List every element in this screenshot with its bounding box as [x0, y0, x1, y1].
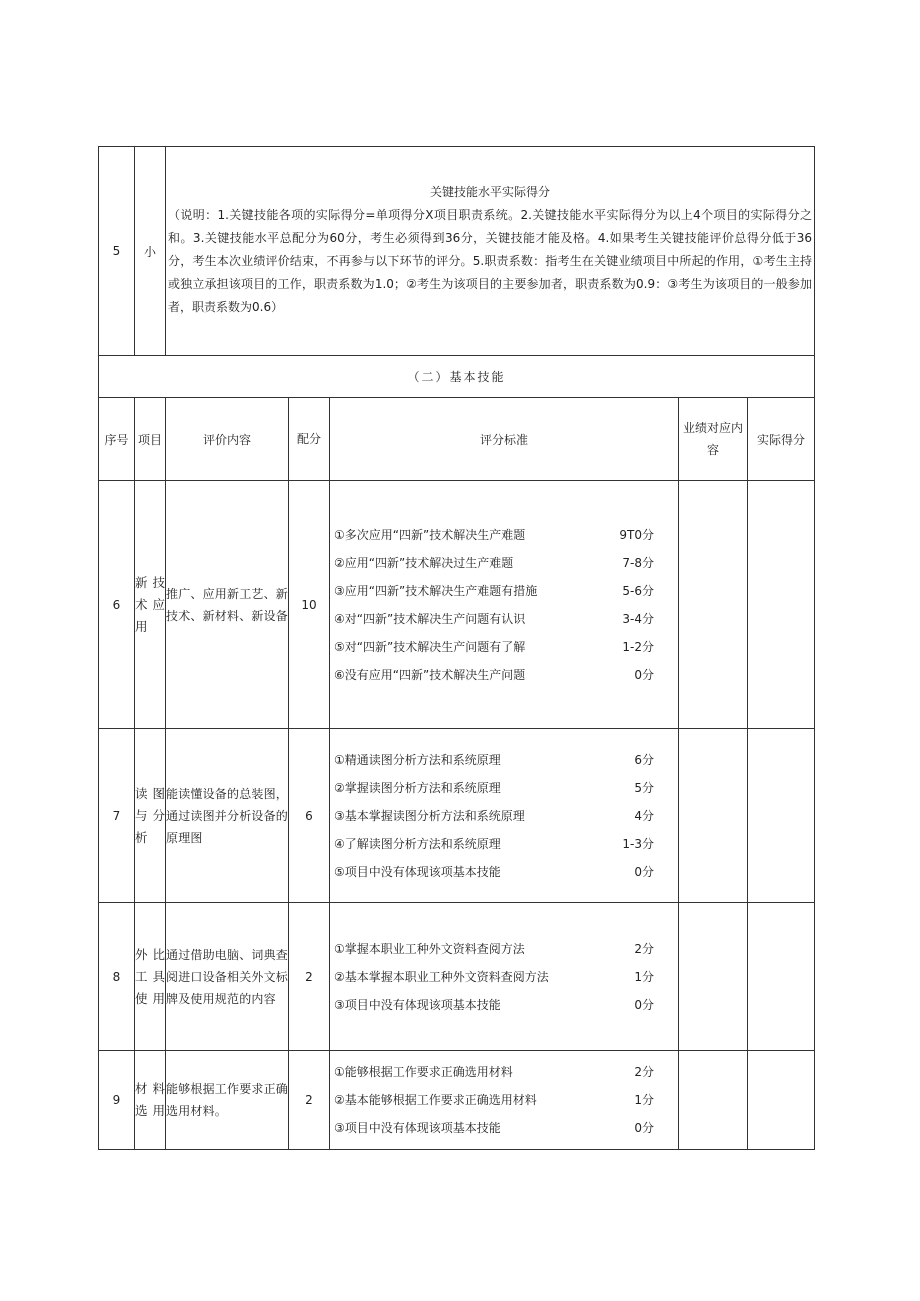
performance-cell[interactable] — [679, 729, 748, 903]
performance-cell[interactable] — [679, 1051, 748, 1150]
criterion-text: ①能够根据工作要求正确选用材料 — [334, 1065, 513, 1079]
criterion-score: 2分 — [634, 1065, 654, 1079]
seq-cell: 5 — [99, 147, 135, 356]
criterion-text: ②掌握读图分析方法和系统原理 — [334, 780, 501, 795]
item-cell: 小 — [135, 147, 166, 356]
section-row — [99, 356, 815, 398]
criterion-score: 9T0分 — [619, 527, 654, 542]
criterion-text: ①掌握本职业工种外文资料查阅方法 — [334, 941, 525, 956]
criterion-text: ⑤项目中没有体现该项基本技能 — [334, 864, 501, 879]
row-9 — [99, 1051, 815, 1150]
criterion-text: ②基本能够根据工作要求正确选用材料 — [334, 1093, 537, 1107]
criterion-text: ⑤对“四新”技术解决生产问题有了解 — [334, 639, 526, 654]
criterion-score: 4分 — [634, 808, 654, 823]
actual-score-cell[interactable] — [748, 1051, 815, 1150]
row-8 — [99, 903, 815, 1051]
criterion-score: 0分 — [634, 1121, 654, 1135]
criterion — [334, 1086, 674, 1114]
criterion-score: 0分 — [634, 667, 654, 682]
header-score-text: 配分 — [297, 432, 322, 446]
criterion — [334, 935, 674, 963]
criterion-score: 3-4分 — [622, 611, 654, 626]
header-seq: 序号 — [99, 398, 135, 481]
header-content: 评价内容 — [166, 398, 289, 481]
criterion — [334, 661, 674, 689]
criterion-score: 5分 — [634, 780, 654, 795]
criterion — [334, 802, 674, 830]
content-cell: 通过借助电脑、词典查阅进口设备相关外文标牌及使用规范的内容 — [166, 903, 289, 1051]
actual-score-cell[interactable] — [748, 729, 815, 903]
criterion — [334, 577, 674, 605]
header-item: 项目 — [135, 398, 166, 481]
key-skill-title: 关键技能水平实际得分 — [430, 185, 551, 199]
criterion-score: 2分 — [634, 941, 654, 956]
score-cell: 2 — [289, 1051, 330, 1150]
header-criteria: 评分标准 — [330, 398, 679, 481]
criterion-text: ③应用“四新”技术解决生产难题有措施 — [334, 583, 538, 598]
criterion-text: ④对“四新”技术解决生产问题有认识 — [334, 611, 526, 626]
criterion-score: 0分 — [634, 864, 654, 879]
row-7 — [99, 729, 815, 903]
criterion — [334, 991, 674, 1019]
criterion — [334, 605, 674, 633]
criterion — [334, 633, 674, 661]
criterion-score: 5-6分 — [622, 583, 654, 598]
criterion-score: 1分 — [634, 1093, 654, 1107]
performance-cell[interactable] — [679, 903, 748, 1051]
criterion — [334, 858, 674, 886]
criterion — [334, 963, 674, 991]
header-performance-text: 业绩对应内容 — [682, 421, 743, 457]
criterion-score: 1分 — [634, 969, 654, 984]
performance-cell[interactable] — [679, 481, 748, 729]
criteria-cell — [330, 729, 679, 903]
key-skill-summary-cell — [166, 147, 815, 356]
criterion — [334, 830, 674, 858]
seq-cell: 8 — [99, 903, 135, 1051]
content-cell: 推广、应用新工艺、新技术、新材料、新设备 — [166, 481, 289, 729]
item-cell: 外比工具使用 — [135, 903, 166, 1051]
criterion — [334, 521, 674, 549]
score-cell: 2 — [289, 903, 330, 1051]
criterion-score: 0分 — [634, 997, 654, 1012]
row-5 — [99, 147, 815, 356]
criterion — [334, 1114, 674, 1142]
score-cell: 6 — [289, 729, 330, 903]
header-actual: 实际得分 — [748, 398, 815, 481]
content-cell: 能读懂设备的总装图，通过读图并分析设备的原理图 — [166, 729, 289, 903]
header-score — [289, 398, 330, 481]
actual-score-cell[interactable] — [748, 903, 815, 1051]
criterion-text: ①多次应用“四新”技术解决生产难题 — [334, 527, 526, 542]
evaluation-table — [98, 146, 815, 1150]
criterion-score: 7-8分 — [622, 555, 654, 570]
criteria-cell — [330, 1051, 679, 1150]
criterion — [334, 774, 674, 802]
criteria-cell — [330, 481, 679, 729]
header-performance — [679, 398, 748, 481]
seq-cell: 9 — [99, 1051, 135, 1150]
content-cell: 能够根据工作要求正确选用材料。 — [166, 1051, 289, 1150]
criterion — [334, 746, 674, 774]
key-skill-note: （说明：1.关键技能各项的实际得分=单项得分X项目职责系统。2.关键技能水平实际得分为以上4个项目的实际得分之和。3.关键技能水平总配分为60分，考生必须得到36分，关键技能才能及格。4.如果考生关键技能评价总得分低于36分，考生本次业绩评价结束，不再参与以下环节的评分。5.职责系数：指考生在关键业绩项目中所起的作用，①考生主持或独立承担该项目的工作，职责系数为1.0；②考生为该项目的主要参加者，职责系数为0.9：③考生为该项目的一般参加者，职责系数为0.6） — [168, 208, 813, 314]
criterion-text: ④了解读图分析方法和系统原理 — [334, 836, 501, 851]
criterion-score: 6分 — [634, 752, 654, 767]
criterion-score: 1-3分 — [622, 836, 654, 851]
seq-cell: 7 — [99, 729, 135, 903]
actual-score-cell[interactable] — [748, 481, 815, 729]
item-cell: 新技术应用 — [135, 481, 166, 729]
criterion — [334, 1058, 674, 1086]
score-cell: 10 — [289, 481, 330, 729]
criterion-text: ①精通读图分析方法和系统原理 — [334, 752, 501, 767]
criteria-cell — [330, 903, 679, 1051]
item-cell: 材料选用 — [135, 1051, 166, 1150]
criterion — [334, 549, 674, 577]
criterion-text: ②基本掌握本职业工种外文资料查阅方法 — [334, 969, 549, 984]
seq-cell: 6 — [99, 481, 135, 729]
item-cell: 读图与分析 — [135, 729, 166, 903]
criterion-text: ⑥没有应用“四新”技术解决生产问题 — [334, 667, 526, 682]
header-row — [99, 398, 815, 481]
criterion-text: ③项目中没有体现该项基本技能 — [334, 997, 501, 1012]
criterion-score: 1-2分 — [622, 639, 654, 654]
section-title: （二）基本技能 — [99, 356, 815, 398]
row-6 — [99, 481, 815, 729]
criterion-text: ②应用“四新”技术解决过生产难题 — [334, 555, 514, 570]
criterion-text: ③项目中没有体现该项基本技能 — [334, 1121, 501, 1135]
criterion-text: ③基本掌握读图分析方法和系统原理 — [334, 808, 525, 823]
